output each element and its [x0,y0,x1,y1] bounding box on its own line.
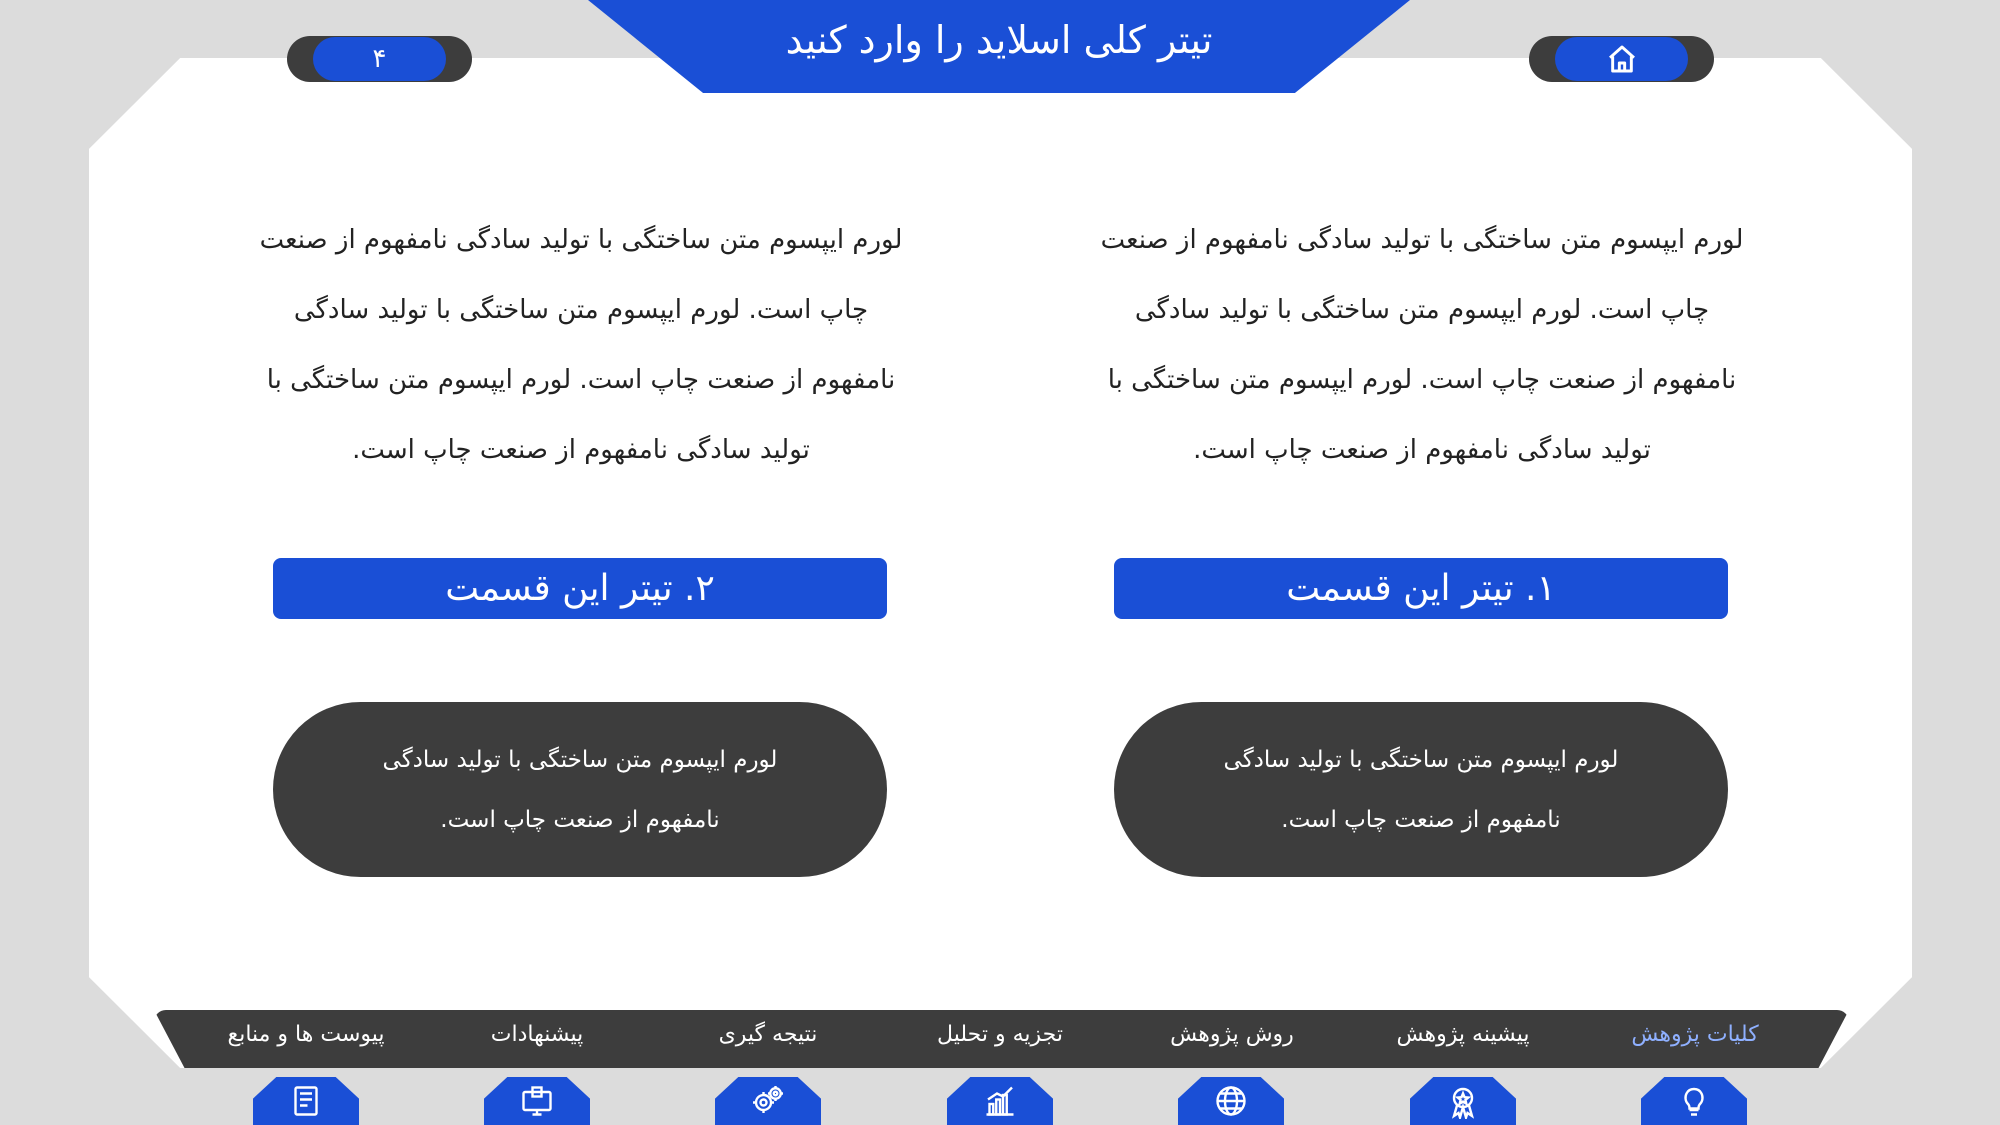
column-1-body: لورم ایپسوم متن ساختگی با تولید سادگی نامفهوم از صنعت چاپ است. لورم ایپسوم متن ساختگی با تولید سادگی نامفهوم از صنعت چاپ است. لورم ایپسوم متن ساختگی با تولید سادگی نامفهوم از صنعت چاپ است. [1100,225,1744,465]
nav-icon-conclusion[interactable] [715,1077,821,1125]
document-icon [288,1083,324,1119]
globe-icon [1213,1083,1249,1119]
nav-item-appendix[interactable]: پیوست ها و منابع [227,1022,385,1047]
nav-icon-appendix[interactable] [253,1077,359,1125]
home-button[interactable] [1555,37,1688,81]
nav-icon-analysis[interactable] [947,1077,1053,1125]
nav-icon-overview[interactable] [1641,1077,1747,1125]
nav-item-analysis[interactable]: تجزیه و تحلیل [937,1022,1063,1047]
nav-item-conclusion[interactable]: نتیجه گیری [718,1022,818,1047]
slide-title: تیتر کلی اسلاید را وارد کنید [785,18,1213,62]
section-2-box [273,702,887,877]
bar-chart-icon [982,1083,1018,1119]
nav-item-background[interactable]: پیشینه پژوهش [1396,1022,1530,1047]
nav-item-suggestions[interactable]: پیشنهادات [490,1022,584,1047]
page-number: ۴ [313,37,446,81]
computer-icon [519,1083,555,1119]
column-2-body: لورم ایپسوم متن ساختگی با تولید سادگی نامفهوم از صنعت چاپ است. لورم ایپسوم متن ساختگی با تولید سادگی نامفهوم از صنعت چاپ است. لورم ایپسوم متن ساختگی با تولید سادگی نامفهوم از صنعت چاپ است. [259,225,903,465]
section-2-box-text: لورم ایپسوم متن ساختگی با تولید سادگی نامفهوم از صنعت چاپ است. [382,746,778,833]
section-2-title: ۲. تیتر این قسمت [273,558,887,619]
section-1-box [1114,702,1728,877]
section-1-box-text: لورم ایپسوم متن ساختگی با تولید سادگی نامفهوم از صنعت چاپ است. [1223,746,1619,833]
nav-item-method[interactable]: روش پژوهش [1170,1022,1294,1047]
award-badge-icon [1445,1083,1481,1119]
nav-icon-background[interactable] [1410,1077,1516,1125]
home-icon [1606,43,1638,75]
nav-item-overview[interactable]: کلیات پژوهش [1631,1022,1759,1047]
lightbulb-icon [1676,1083,1712,1119]
nav-icon-method[interactable] [1178,1077,1284,1125]
nav-icon-suggestions[interactable] [484,1077,590,1125]
gears-icon [750,1083,786,1119]
section-1-title: ۱. تیتر این قسمت [1114,558,1728,619]
